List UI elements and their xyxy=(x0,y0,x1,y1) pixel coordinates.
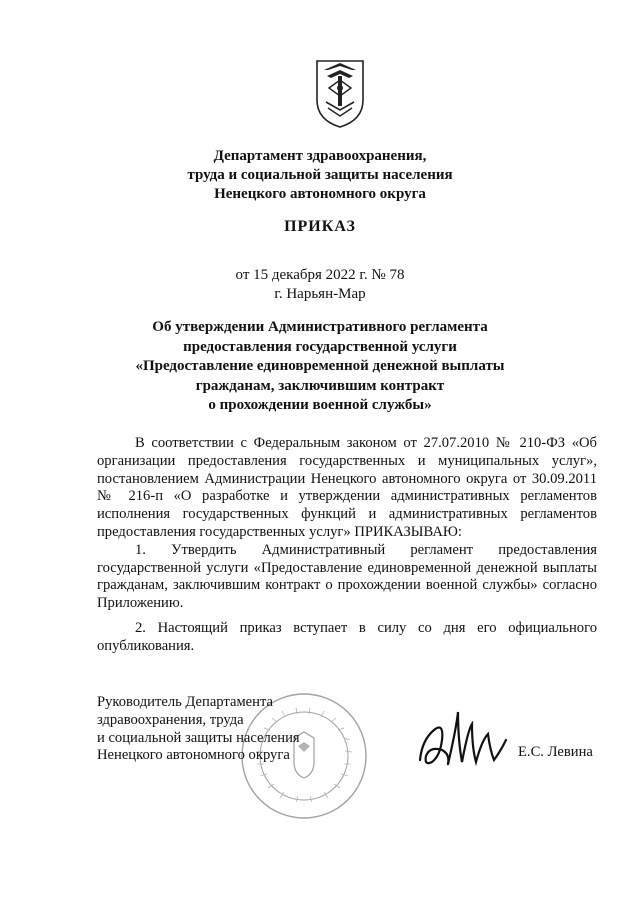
order-item-1: 1. Утвердить Административный регламент предоставления государственной услуги «Предоставление единовременной денежной выплаты гражданам, заключившим контракт о прохождении военной службы» согласно Приложению. xyxy=(97,541,597,612)
coat-of-arms-emblem xyxy=(314,58,366,130)
city: г. Нарьян-Мар xyxy=(274,286,366,302)
position-line: и социальной защиты населения xyxy=(97,729,300,746)
document-type-title: ПРИКАЗ xyxy=(284,218,356,235)
order-body xyxy=(97,435,597,656)
department-name xyxy=(0,147,640,204)
subject-line: «Предоставление единовременной денежной выплаты xyxy=(135,358,505,374)
subject-line: гражданам, заключившим контракт xyxy=(195,377,445,394)
subject-line: предоставления государственной услуги xyxy=(183,338,457,355)
subject-line: о прохождении военной службы» xyxy=(208,397,432,413)
position-line: Руководитель Департамента xyxy=(97,694,273,710)
position-line: Ненецкого автономного округа xyxy=(97,747,290,764)
order-subject xyxy=(0,318,640,416)
position-line: здравоохранения, труда xyxy=(97,711,244,728)
preamble-paragraph: В соответствии с Федеральным законом от 27.07.2010 № 210-ФЗ «Об организации предоставления государственных и муниципальных услуг», постановлением Администрации Ненецкого автономного округа от 30.09.2011 № 216-п «О разработке и утверждении административных регламентов исполнения государственных функций и административных регламентов предоставления государственных услуг» ПРИКАЗЫВАЮ: xyxy=(97,435,597,540)
department-line: Департамент здравоохранения, xyxy=(213,148,427,164)
handwritten-signature xyxy=(412,700,512,780)
signatory-position xyxy=(97,694,300,765)
department-line: Ненецкого автономного округа xyxy=(214,186,426,202)
signer-name: Е.С. Левина xyxy=(518,744,593,760)
department-line: труда и социальной защиты населения xyxy=(187,167,453,183)
order-date-number: от 15 декабря 2022 г. № 78 xyxy=(235,267,405,283)
date-and-place xyxy=(0,266,640,304)
subject-line: Об утверждении Административного регламента xyxy=(152,319,488,335)
order-item-2: 2. Настоящий приказ вступает в силу со дня его официального опубликования. xyxy=(97,619,597,654)
